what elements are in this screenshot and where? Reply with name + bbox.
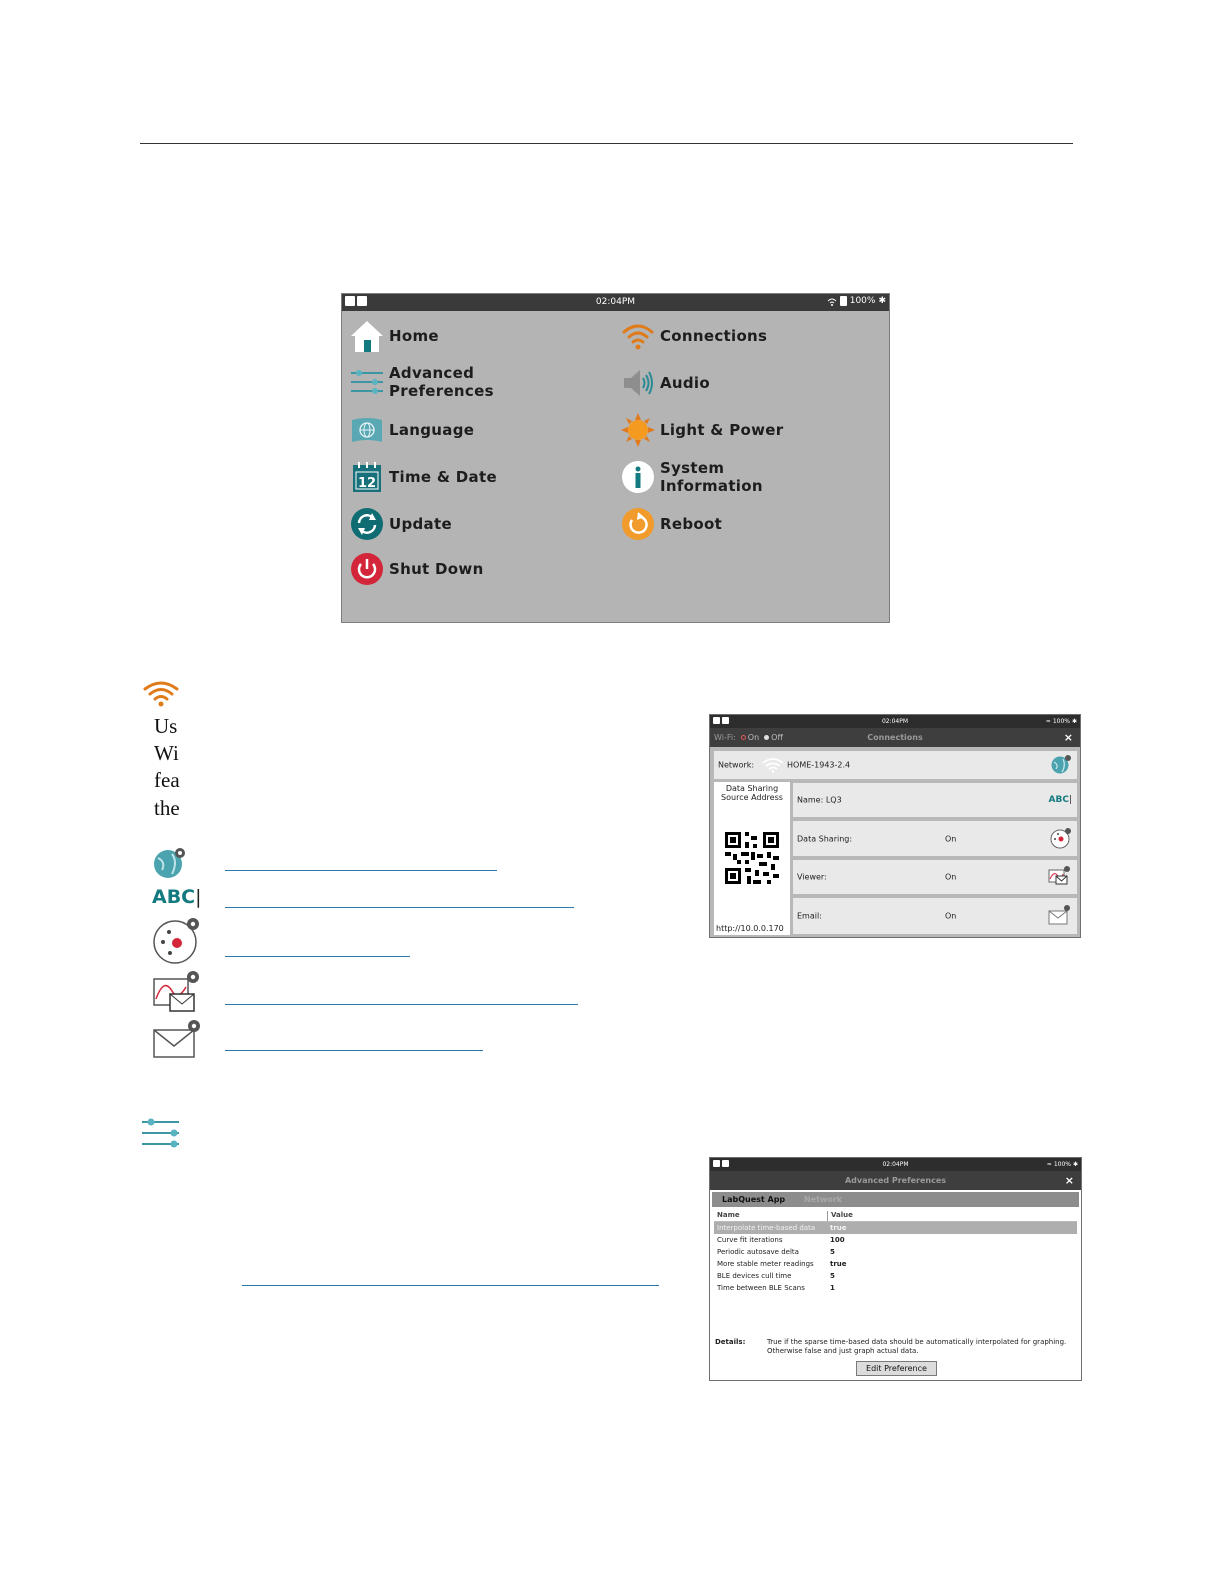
menu-language[interactable] [349, 412, 474, 448]
share-title-1: Data Sharing [725, 784, 779, 793]
viewer-icon [1048, 865, 1072, 887]
menu-update-label: Update [389, 515, 452, 533]
advanced-sliders-icon [141, 1117, 181, 1153]
menu-system-label-2: Information [660, 477, 763, 495]
row-name: Curve fit iterations [717, 1236, 783, 1244]
wifi-icon [620, 318, 656, 354]
abc-text: ABC [152, 886, 196, 908]
speaker-icon [620, 365, 656, 401]
abc-keyboard-icon: ABC| [152, 886, 202, 908]
network-link[interactable] [225, 870, 497, 871]
col-name-header: Name [714, 1211, 828, 1221]
menu-reboot-label: Reboot [660, 515, 723, 533]
menu-light-power-label: Light & Power [660, 421, 784, 439]
menu-reboot[interactable] [620, 506, 722, 542]
advanced-preferences-screen [709, 1157, 1082, 1381]
menu-audio-label: Audio [660, 374, 710, 392]
data-sharing-value: On [945, 834, 957, 843]
row-name: BLE devices cull time [717, 1272, 792, 1280]
connections-wifi-icon [142, 678, 180, 712]
data-sharing-icon [1050, 827, 1072, 849]
conn-time: 02:04PM [881, 718, 909, 725]
name-link[interactable] [225, 907, 574, 908]
data-sharing-link[interactable] [225, 956, 410, 957]
row-value: true [830, 1224, 847, 1232]
row-name: Interpolate time-based data [717, 1224, 816, 1232]
gear-icon[interactable]: ✱ [1071, 718, 1077, 725]
wifi-on-label: On [747, 733, 760, 742]
conn-wifi-status-icon: ≈ [1045, 718, 1051, 725]
email-value: On [945, 911, 957, 921]
table-row[interactable] [714, 1258, 1077, 1270]
conn-title-bar [710, 728, 1080, 747]
viewer-icon [152, 969, 204, 1019]
menu-advanced-label-1: Advanced [389, 364, 475, 382]
data-sharing-settings-button[interactable] [1050, 827, 1072, 851]
gear-icon[interactable]: ✱ [878, 296, 886, 306]
preferences-table [714, 1211, 1077, 1294]
tab-labquest-app[interactable]: LabQuest App [722, 1195, 786, 1204]
globe-icon [1050, 754, 1072, 774]
network-globe-icon [152, 846, 188, 884]
text-fragment-3: fea [154, 768, 180, 792]
adv-tab-bar [712, 1192, 1079, 1207]
data-sharing-row[interactable] [793, 821, 1077, 856]
viewer-settings-button[interactable] [1048, 865, 1072, 889]
row-name: Periodic autosave delta [717, 1248, 799, 1256]
viewer-row[interactable] [793, 860, 1077, 894]
advanced-link[interactable] [242, 1285, 659, 1286]
conn-battery: 100% [1052, 718, 1070, 725]
table-row[interactable] [714, 1234, 1077, 1246]
table-row[interactable] [714, 1246, 1077, 1258]
row-value: 1 [830, 1284, 835, 1292]
conn-title: Connections [867, 733, 923, 742]
wifi-status-icon [827, 297, 837, 306]
top-rule [140, 143, 1073, 144]
email-link[interactable] [225, 1050, 483, 1051]
abc-button[interactable]: ABC| [1048, 795, 1072, 805]
menu-update[interactable] [349, 506, 452, 542]
info-icon [620, 459, 656, 495]
menu-time-date-label: Time & Date [389, 468, 497, 486]
adv-title: Advanced Preferences [844, 1176, 947, 1185]
qr-code-icon [723, 830, 781, 886]
menu-light-power[interactable] [620, 412, 783, 448]
email-settings-button[interactable] [1048, 904, 1072, 928]
status-bar [342, 294, 889, 311]
share-url: http://10.0.0.170 [716, 924, 784, 933]
menu-connections[interactable] [620, 318, 767, 354]
adv-battery: 100% [1053, 1161, 1071, 1168]
menu-audio[interactable] [620, 365, 710, 401]
data-sharing-label: Data Sharing: [797, 834, 853, 843]
col-value-header: Value [831, 1211, 853, 1219]
settings-screen [341, 293, 890, 623]
details-text: True if the sparse time-based data should be automatically interpolated for graphing. Otherwise false and just graph actual data. [767, 1338, 1067, 1355]
menu-system-label-1: System [660, 459, 725, 477]
viewer-label: Viewer: [797, 872, 827, 882]
network-wifi-icon [762, 757, 784, 775]
text-fragment-1: Us [154, 714, 178, 738]
menu-system-information[interactable] [620, 459, 763, 495]
adv-title-bar [710, 1171, 1081, 1190]
data-sharing-panel [714, 782, 790, 935]
menu-language-label: Language [389, 421, 475, 439]
row-value: 100 [830, 1236, 845, 1244]
table-row[interactable] [714, 1222, 1077, 1234]
connections-screen [709, 714, 1081, 938]
row-value: true [830, 1260, 847, 1268]
menu-home[interactable] [349, 318, 439, 354]
menu-shut-down-label: Shut Down [389, 560, 484, 578]
abc-button-text: ABC [1048, 795, 1069, 805]
reboot-icon [620, 506, 656, 542]
adv-time: 02:04PM [882, 1161, 909, 1168]
row-name: Time between BLE Scans [717, 1284, 805, 1292]
details-label: Details: [715, 1338, 746, 1346]
data-sharing-icon [152, 916, 202, 970]
gear-icon[interactable]: ✱ [1072, 1161, 1078, 1168]
table-row[interactable] [714, 1282, 1077, 1294]
share-title-2: Source Address [721, 793, 783, 802]
table-row[interactable] [714, 1270, 1077, 1282]
edit-preference-button[interactable]: Edit Preference [856, 1361, 937, 1376]
text-fragment-2: Wi [154, 741, 179, 765]
row-value: 5 [830, 1248, 835, 1256]
email-icon [1048, 904, 1072, 926]
row-value: 5 [830, 1272, 835, 1280]
network-settings-button[interactable] [1050, 754, 1072, 776]
menu-connections-label: Connections [660, 327, 768, 345]
tab-network[interactable]: Network [804, 1195, 843, 1204]
viewer-value: On [945, 872, 957, 882]
sliders-icon [349, 364, 385, 400]
email-row[interactable] [793, 898, 1077, 934]
network-value: HOME-1943-2.4 [787, 760, 851, 770]
adv-wifi-status-icon: ≈ [1046, 1161, 1052, 1168]
menu-advanced-label-2: Preferences [389, 382, 494, 400]
conn-status-bar [710, 715, 1080, 728]
network-row[interactable] [714, 751, 1077, 779]
menu-shut-down[interactable] [349, 551, 484, 587]
sun-icon [620, 412, 656, 448]
wifi-label: Wi-Fi: [714, 733, 736, 742]
power-icon [349, 551, 385, 587]
battery-percent: 100% [849, 296, 876, 306]
language-flag-icon [349, 412, 385, 448]
email-label: Email: [797, 911, 822, 921]
calendar-icon [349, 459, 385, 495]
status-time: 02:04PM [595, 297, 636, 307]
wifi-off-label: Off [771, 733, 783, 742]
row-name: More stable meter readings [717, 1260, 814, 1268]
text-fragment-4: the [154, 796, 180, 820]
close-icon[interactable]: × [1064, 1174, 1074, 1187]
email-icon [152, 1018, 204, 1064]
menu-advanced-preferences[interactable] [349, 364, 494, 400]
close-icon[interactable]: × [1063, 731, 1073, 744]
battery-icon [840, 296, 847, 306]
menu-time-date[interactable] [349, 459, 497, 495]
viewer-link[interactable] [225, 1004, 578, 1005]
adv-status-bar [710, 1158, 1081, 1171]
calendar-day: 12 [357, 476, 377, 491]
name-row[interactable] [793, 783, 1077, 817]
menu-home-label: Home [389, 327, 439, 345]
home-icon [349, 318, 385, 354]
update-icon [349, 506, 385, 542]
table-header [714, 1211, 1077, 1222]
network-label: Network: [718, 760, 755, 770]
name-label: Name: LQ3 [797, 795, 842, 805]
